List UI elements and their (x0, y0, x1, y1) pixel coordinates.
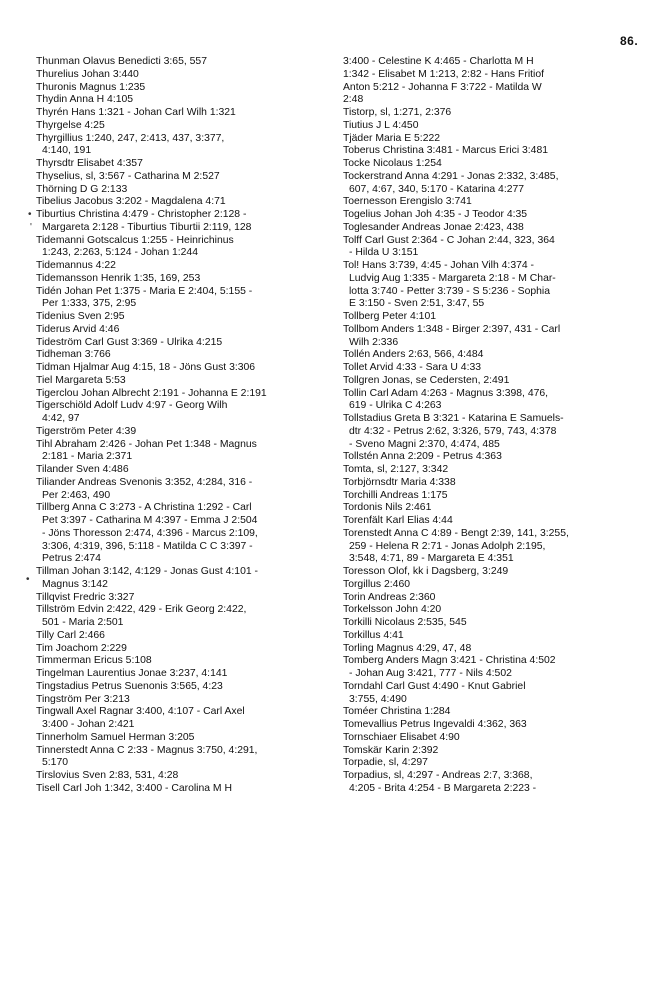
index-entry-line: lotta 3:740 - Petter 3:739 - S 5:236 - Sophia (349, 285, 551, 297)
index-entry-line: 3:548, 4:71, 89 - Margareta E 4:351 (349, 553, 514, 565)
index-entry-line: Wilh 2:336 (349, 336, 399, 348)
index-entry-line: dtr 4:32 - Petrus 2:62, 3:326, 579, 743, 4:378 (349, 425, 557, 437)
index-entry-line: Torgillus 2:460 (343, 578, 411, 590)
index-entry-line: Thyrén Hans 1:321 - Johan Carl Wilh 1:321 (36, 107, 236, 118)
index-entry-line: Ludvig Aug 1:335 - Margareta 2:18 - M Char- (349, 272, 556, 284)
index-entry-line: Torbjörnsdtr Maria 4:338 (343, 476, 456, 488)
index-entry-line: Toglesander Andreas Jonae 2:423, 438 (343, 221, 524, 233)
right-column (343, 56, 643, 796)
index-entry-line: 1:243, 2:263, 5:124 - Johan 1:244 (42, 247, 198, 259)
index-entry-line: Tollstadius Greta B 3:321 - Katarina E Samuels- (343, 413, 564, 424)
index-entry-line: - Johan Aug 3:421, 777 - Nils 4:502 (349, 668, 512, 679)
index-entry-line: Thuronis Magnus 1:235 (36, 81, 146, 93)
index-entry-line: 501 - Maria 2:501 (42, 617, 124, 628)
index-entry-line: - Jöns Thoresson 2:474, 4:396 - Marcus 2:109, (42, 527, 258, 539)
index-entry-line: Tollin Carl Adam 4:263 - Magnus 3:398, 476, (343, 387, 549, 399)
index-entry-line: Tigerström Peter 4:39 (36, 425, 137, 437)
index-entry-line: Timmerman Ericus 5:108 (36, 655, 152, 667)
index-entry-line: Tisell Carl Joh 1:342, 3:400 - Carolina M H (36, 782, 232, 794)
index-entry-line: Torpadie, sl, 4:297 (343, 757, 428, 769)
index-entry-line: Torling Magnus 4:29, 47, 48 (343, 642, 472, 654)
index-entry-line: Tiliander Andreas Svenonis 3:352, 4:284, 316 - (36, 476, 253, 488)
index-entry-line: Tomevallius Petrus Ingevaldi 4:362, 363 (343, 719, 527, 730)
index-entry-line: Thunman Olavus Benedicti 3:65, 557 (36, 56, 207, 67)
index-entry-line: Tollgren Jonas, se Cedersten, 2:491 (343, 374, 510, 386)
index-entry-line: Thörning D G 2:133 (36, 183, 128, 195)
index-entry-line: Pet 3:397 - Catharina M 4:397 - Emma J 2:504 (42, 515, 258, 526)
index-entry-line: Toernesson Erengislo 3:741 (343, 196, 472, 208)
index-entry-line: Torenstedt Anna C 4:89 - Bengt 2:39, 141, 3:255, (343, 527, 569, 539)
index-entry-line: Tilly Carl 2:466 (36, 629, 105, 641)
index-entry-line: Tordonis Nils 2:461 (343, 502, 432, 514)
index-entry-line: Tideström Carl Gust 3:369 - Ulrika 4:215 (36, 336, 223, 348)
index-entry-line: Tidemanni Gotscalcus 1:255 - Heinrichinus (36, 234, 234, 246)
index-entry-line: Anton 5:212 - Johanna F 3:722 - Matilda W (343, 81, 542, 93)
index-entry-line: Torpadius, sl, 4:297 - Andreas 2:7, 3:368, (343, 770, 533, 781)
index-entry-line: - Hilda U 3:151 (349, 247, 419, 259)
index-entry-line: Tingelman Laurentius Jonae 3:237, 4:141 (36, 668, 228, 679)
index-entry-line: Tingström Per 3:213 (36, 693, 130, 705)
index-entry-line: Toresson Olof, kk i Dagsberg, 3:249 (343, 566, 509, 577)
page-number: 86. (620, 34, 639, 48)
index-entry-line: Tidman Hjalmar Aug 4:15, 18 - Jöns Gust 3:306 (36, 362, 256, 373)
index-entry-line: Tibelius Jacobus 3:202 - Magdalena 4:71 (36, 196, 226, 208)
index-entry-line: 607, 4:67, 340, 5:170 - Katarina 4:277 (349, 183, 525, 195)
index-entry-line: Tirslovius Sven 2:83, 531, 4:28 (36, 770, 179, 781)
index-entry-line: Tollet Arvid 4:33 - Sara U 4:33 (343, 362, 482, 373)
index-entry-line: Thyrsdtr Elisabet 4:357 (36, 158, 143, 169)
index-entry-line: - Sveno Magni 2:370, 4:474, 485 (349, 438, 500, 450)
index-entry-line: Tigerschiöld Adolf Ludv 4:97 - Georg Wilh (36, 400, 228, 412)
index-entry-line: 3:400 - Celestine K 4:465 - Charlotta M H (343, 56, 534, 67)
index-entry-line: Torin Andreas 2:360 (343, 591, 436, 603)
index-entry-line: Thurelius Johan 3:440 (36, 68, 139, 80)
index-entry-line: 2:181 - Maria 2:371 (42, 451, 133, 463)
index-entry-line: 619 - Ulrika C 4:263 (349, 400, 442, 412)
index-entry-line: Tornschiaer Elisabet 4:90 (343, 731, 460, 743)
index-entry-line: Torkilli Nicolaus 2:535, 545 (343, 617, 467, 628)
index-entry-line: Tidemansson Henrik 1:35, 169, 253 (36, 272, 201, 284)
index-entry-line: Tidenius Sven 2:95 (36, 311, 125, 322)
index-entry-line: Per 1:333, 375, 2:95 (42, 298, 137, 310)
index-entry-line: Thyrgillius 1:240, 247, 2:413, 437, 3:377, (36, 132, 225, 144)
index-entry-line: Tidemannus 4:22 (36, 260, 116, 271)
index-entry-line: Tim Joachom 2:229 (36, 642, 127, 654)
index-entry-line: Tol! Hans 3:739, 4:45 - Johan Vilh 4:374 - (343, 260, 535, 271)
index-entry-line: Thyselius, sl, 3:567 - Catharina M 2:527 (36, 170, 220, 182)
index-entry-line: 4:42, 97 (42, 413, 80, 424)
margin-mark: ' (30, 222, 32, 233)
index-entry-line: Tockerstrand Anna 4:291 - Jonas 2:332, 3:485, (343, 170, 559, 182)
index-entry-line: Tillström Edvin 2:422, 429 - Erik Georg 2:422, (36, 604, 247, 616)
index-entry-line: Tingstadius Petrus Suenonis 3:565, 4:23 (36, 680, 223, 692)
index-entry-line: Tolff Carl Gust 2:364 - C Johan 2:44, 323, 364 (343, 234, 555, 246)
index-entry-line: 1:342 - Elisabet M 1:213, 2:82 - Hans Fritiof (343, 68, 544, 80)
index-entry-line: Tollén Anders 2:63, 566, 4:484 (343, 349, 484, 361)
index-entry-line: Tillberg Anna C 3:273 - A Christina 1:292 - Carl (36, 502, 252, 514)
index-entry-line: Torndahl Carl Gust 4:490 - Knut Gabriel (343, 680, 526, 692)
index-entry-line: Magnus 3:142 (42, 578, 108, 590)
index-entry-line: Tomskär Karin 2:392 (343, 744, 439, 756)
index-entry-line: Petrus 2:474 (42, 553, 101, 565)
index-entry-line: Tollberg Peter 4:101 (343, 311, 436, 322)
index-entry-line: Tilander Sven 4:486 (36, 464, 129, 475)
index-entry-line: Tomta, sl, 2:127, 3:342 (343, 464, 449, 475)
index-entry-line: Torkelsson John 4:20 (343, 604, 442, 616)
index-entry-line: Tistorp, sl, 1:271, 2:376 (343, 107, 452, 118)
index-entry-line: Tinnerholm Samuel Herman 3:205 (36, 731, 195, 743)
index-entry-line: Thydin Anna H 4:105 (36, 94, 134, 106)
index-entry-line: Tiderus Arvid 4:46 (36, 323, 120, 335)
index-entry-line: 4:205 - Brita 4:254 - B Margareta 2:223 - (349, 782, 537, 794)
index-entry-line: Tiutius J L 4:450 (343, 119, 419, 131)
index-entry-line: Thyrgelse 4:25 (36, 119, 105, 131)
index-entry-line: Torkillus 4:41 (343, 629, 404, 641)
index-entry-line: 5:170 (42, 757, 69, 769)
index-entry-line: Tiel Margareta 5:53 (36, 374, 126, 386)
index-entry-line: Margareta 2:128 - Tiburtius Tiburtii 2:119, 128 (42, 221, 252, 233)
index-entry-line: Tiburtius Christina 4:479 - Christopher 2:128 - (36, 209, 247, 220)
index-entry-line: Per 2:463, 490 (42, 489, 111, 501)
index-entry-line: Tollbom Anders 1:348 - Birger 2:397, 431 - Carl (343, 323, 561, 335)
index-entry-line: Tihl Abraham 2:426 - Johan Pet 1:348 - Magnus (36, 438, 257, 450)
left-column (36, 56, 331, 796)
index-entry-line: 2:48 (343, 94, 364, 106)
index-entry-line: Tjäder Maria E 5:222 (343, 132, 441, 144)
index-entry-line: 3:755, 4:490 (349, 693, 407, 705)
index-entry-line: Tingwall Axel Ragnar 3:400, 4:107 - Carl Axel (36, 706, 245, 718)
index-entry-line: Toméer Christina 1:284 (343, 706, 451, 718)
index-entry-line: Tillman Johan 3:142, 4:129 - Jonas Gust 4:101 - (36, 566, 258, 577)
index-entry-line: Tollstén Anna 2:209 - Petrus 4:363 (343, 451, 502, 463)
index-entry-line: Tidén Johan Pet 1:375 - Maria E 2:404, 5:155 - (36, 285, 253, 297)
margin-mark: • (28, 209, 32, 220)
index-entry-line: 259 - Helena R 2:71 - Jonas Adolph 2:195, (349, 540, 546, 552)
index-entry-line: Torenfält Karl Elias 4:44 (343, 515, 453, 526)
index-entry-line: Toberus Christina 3:481 - Marcus Erici 3:481 (343, 145, 549, 157)
index-entry-line: 4:140, 191 (42, 145, 92, 157)
margin-mark: • (26, 574, 30, 585)
index-entry-line: Tidheman 3:766 (36, 349, 111, 361)
index-entry-line: Torchilli Andreas 1:175 (343, 489, 448, 501)
index-entry-line: Tomberg Anders Magn 3:421 - Christina 4:502 (343, 655, 556, 667)
index-entry-line: 3:306, 4:319, 396, 5:118 - Matilda C C 3:397 - (42, 540, 253, 552)
index-entry-line: E 3:150 - Sven 2:51, 3:47, 55 (349, 298, 485, 310)
index-entry-line: Tillqvist Fredric 3:327 (36, 591, 135, 603)
index-entry-line: Togelius Johan Joh 4:35 - J Teodor 4:35 (343, 209, 528, 220)
index-entry-line: Tinnerstedt Anna C 2:33 - Magnus 3:750, 4:291, (36, 744, 258, 756)
index-entry-line: Tigerclou Johan Albrecht 2:191 - Johanna E 2:191 (36, 387, 267, 399)
index-entry-line: 3:400 - Johan 2:421 (42, 719, 135, 730)
index-entry-line: Tocke Nicolaus 1:254 (343, 158, 442, 169)
